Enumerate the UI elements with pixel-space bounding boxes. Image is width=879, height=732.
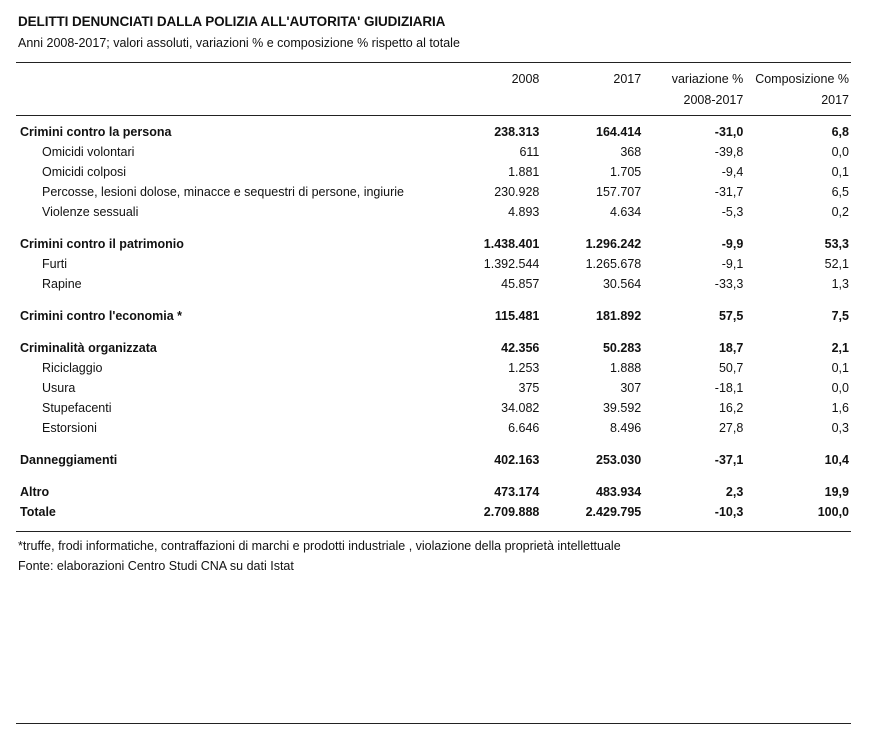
- table-row-spacer: [16, 294, 851, 306]
- cell-2008: 115.481: [494, 309, 540, 323]
- cell-variazione: -18,1: [714, 381, 744, 395]
- cell-composizione: 10,4: [824, 453, 849, 467]
- cell-variazione: 27,8: [718, 421, 744, 435]
- cell-2017: 1.888: [609, 361, 642, 375]
- cell-2017: 2.429.795: [585, 505, 642, 519]
- col-header-variazione-bottom: 2008-2017: [643, 89, 745, 116]
- spacer-cell: [16, 470, 851, 482]
- cell-variazione: -39,8: [714, 145, 744, 159]
- table-header-row-bottom: [16, 89, 851, 116]
- row-label: Furti: [42, 257, 67, 271]
- col-header-2008-top: 2008: [440, 63, 542, 90]
- row-label: Usura: [42, 381, 76, 395]
- cell-variazione: 18,7: [718, 341, 744, 355]
- table-row-spacer: [16, 222, 851, 234]
- cell-2017: 1.296.242: [585, 237, 642, 251]
- cell-composizione: 53,3: [824, 237, 849, 251]
- row-label: Estorsioni: [42, 421, 97, 435]
- table-row: [16, 182, 851, 202]
- cell-2017: 253.030: [596, 453, 642, 467]
- col-header-label-bottom: [16, 89, 440, 116]
- cell-2008: 1.438.401: [483, 237, 540, 251]
- table-row: [16, 202, 851, 222]
- cell-2008: 1.253: [508, 361, 540, 375]
- cell-2008: 2.709.888: [483, 505, 540, 519]
- cell-variazione: -31,7: [714, 185, 744, 199]
- page-subtitle: Anni 2008-2017; valori assoluti, variazioni % e composizione % rispetto al totale: [18, 36, 460, 50]
- col-header-2017-bottom: [541, 89, 643, 116]
- row-label: Omicidi volontari: [42, 145, 135, 159]
- table-row: [16, 450, 851, 470]
- row-label: Stupefacenti: [42, 401, 112, 415]
- table-row: [16, 482, 851, 502]
- row-label: Riciclaggio: [42, 361, 103, 375]
- row-label: Crimini contro l'economia *: [20, 309, 183, 323]
- row-label: Violenze sessuali: [42, 205, 139, 219]
- cell-composizione: 19,9: [824, 485, 849, 499]
- spacer-cell: [16, 294, 851, 306]
- cell-2017: 164.414: [596, 125, 642, 139]
- cell-variazione: -31,0: [714, 125, 744, 139]
- table-row: [16, 338, 851, 358]
- cell-2008: 230.928: [494, 185, 540, 199]
- row-label: Danneggiamenti: [20, 453, 118, 467]
- row-label: Omicidi colposi: [42, 165, 127, 179]
- table-row: [16, 162, 851, 182]
- crime-statistics-table: [16, 62, 851, 522]
- table-row: [16, 418, 851, 438]
- cell-2008: 611: [519, 145, 540, 159]
- cell-variazione: -5,3: [721, 205, 744, 219]
- cell-2008: 375: [518, 381, 540, 395]
- table-row-spacer: [16, 438, 851, 450]
- cell-2008: 1.881: [508, 165, 540, 179]
- cell-composizione: 0,1: [831, 361, 849, 375]
- cell-composizione: 0,0: [831, 145, 849, 159]
- table-row: [16, 116, 851, 143]
- cell-2008: 42.356: [501, 341, 540, 355]
- row-label: Crimini contro il patrimonio: [20, 237, 184, 251]
- footnotes-divider: [16, 531, 851, 532]
- table-row: [16, 274, 851, 294]
- col-header-2017-top: 2017: [541, 63, 643, 90]
- table-header-row-top: [16, 63, 851, 90]
- cell-2008: 473.174: [494, 485, 540, 499]
- cell-2017: 307: [620, 381, 642, 395]
- cell-2008: 238.313: [494, 125, 540, 139]
- table-row: [16, 234, 851, 254]
- cell-2017: 30.564: [602, 277, 642, 291]
- cell-composizione: 52,1: [824, 257, 849, 271]
- cell-2008: 6.646: [508, 421, 540, 435]
- cell-composizione: 100,0: [817, 505, 849, 519]
- cell-composizione: 1,3: [831, 277, 849, 291]
- spacer-cell: [16, 438, 851, 450]
- col-header-composizione-bottom: 2017: [745, 89, 851, 116]
- page-title: DELITTI DENUNCIATI DALLA POLIZIA ALL'AUTORITA' GIUDIZIARIA: [18, 14, 446, 29]
- cell-variazione: 16,2: [718, 401, 744, 415]
- cell-2017: 4.634: [609, 205, 642, 219]
- row-label: Altro: [20, 485, 50, 499]
- bottom-divider: [16, 723, 851, 724]
- table-body: [16, 116, 851, 523]
- cell-composizione: 1,6: [831, 401, 849, 415]
- footnote-asterisk: *truffe, frodi informatiche, contraffazioni di marchi e prodotti industriale , violazione della proprietà intellettuale: [18, 539, 621, 553]
- cell-2017: 1.265.678: [585, 257, 642, 271]
- cell-variazione: -37,1: [714, 453, 744, 467]
- table-row: [16, 306, 851, 326]
- table-header: [16, 63, 851, 116]
- col-header-composizione-top: Composizione %: [745, 63, 851, 90]
- col-header-label-top: [16, 63, 440, 90]
- cell-variazione: -10,3: [714, 505, 744, 519]
- cell-2008: 34.082: [501, 401, 540, 415]
- table-row: [16, 502, 851, 522]
- cell-2017: 368: [620, 145, 642, 159]
- row-label: Percosse, lesioni dolose, minacce e sequestri di persone, ingiurie: [42, 185, 404, 199]
- table-row: [16, 254, 851, 274]
- cell-variazione: -33,3: [714, 277, 744, 291]
- cell-composizione: 7,5: [831, 309, 849, 323]
- cell-composizione: 6,5: [831, 185, 849, 199]
- table-row: [16, 378, 851, 398]
- footnote-source: Fonte: elaborazioni Centro Studi CNA su dati Istat: [18, 559, 294, 573]
- cell-composizione: 0,1: [831, 165, 849, 179]
- cell-variazione: -9,1: [721, 257, 744, 271]
- row-label: Rapine: [42, 277, 82, 291]
- table-row-spacer: [16, 470, 851, 482]
- col-header-variazione-top: variazione %: [643, 63, 745, 90]
- cell-variazione: -9,9: [721, 237, 744, 251]
- row-label: Totale: [20, 505, 56, 519]
- cell-composizione: 0,0: [831, 381, 849, 395]
- cell-2017: 39.592: [602, 401, 642, 415]
- footnotes: [16, 531, 851, 573]
- cell-2017: 8.496: [609, 421, 642, 435]
- row-label: Crimini contro la persona: [20, 125, 172, 139]
- cell-composizione: 2,1: [831, 341, 849, 355]
- cell-variazione: 2,3: [725, 485, 744, 499]
- spacer-cell: [16, 326, 851, 338]
- cell-2017: 181.892: [596, 309, 642, 323]
- cell-2017: 157.707: [596, 185, 642, 199]
- cell-2008: 4.893: [508, 205, 540, 219]
- table-row: [16, 358, 851, 378]
- spacer-cell: [16, 222, 851, 234]
- table-row: [16, 398, 851, 418]
- cell-2008: 45.857: [501, 277, 540, 291]
- cell-composizione: 0,2: [831, 205, 849, 219]
- cell-variazione: 50,7: [718, 361, 744, 375]
- cell-2008: 1.392.544: [483, 257, 540, 271]
- table-row-spacer: [16, 326, 851, 338]
- cell-2017: 1.705: [609, 165, 642, 179]
- cell-2008: 402.163: [494, 453, 540, 467]
- cell-composizione: 6,8: [831, 125, 849, 139]
- cell-2017: 50.283: [602, 341, 642, 355]
- cell-variazione: 57,5: [718, 309, 744, 323]
- cell-variazione: -9,4: [721, 165, 744, 179]
- col-header-2008-bottom: [440, 89, 542, 116]
- cell-composizione: 0,3: [831, 421, 849, 435]
- row-label: Criminalità organizzata: [20, 341, 157, 355]
- table-row: [16, 142, 851, 162]
- cell-2017: 483.934: [596, 485, 642, 499]
